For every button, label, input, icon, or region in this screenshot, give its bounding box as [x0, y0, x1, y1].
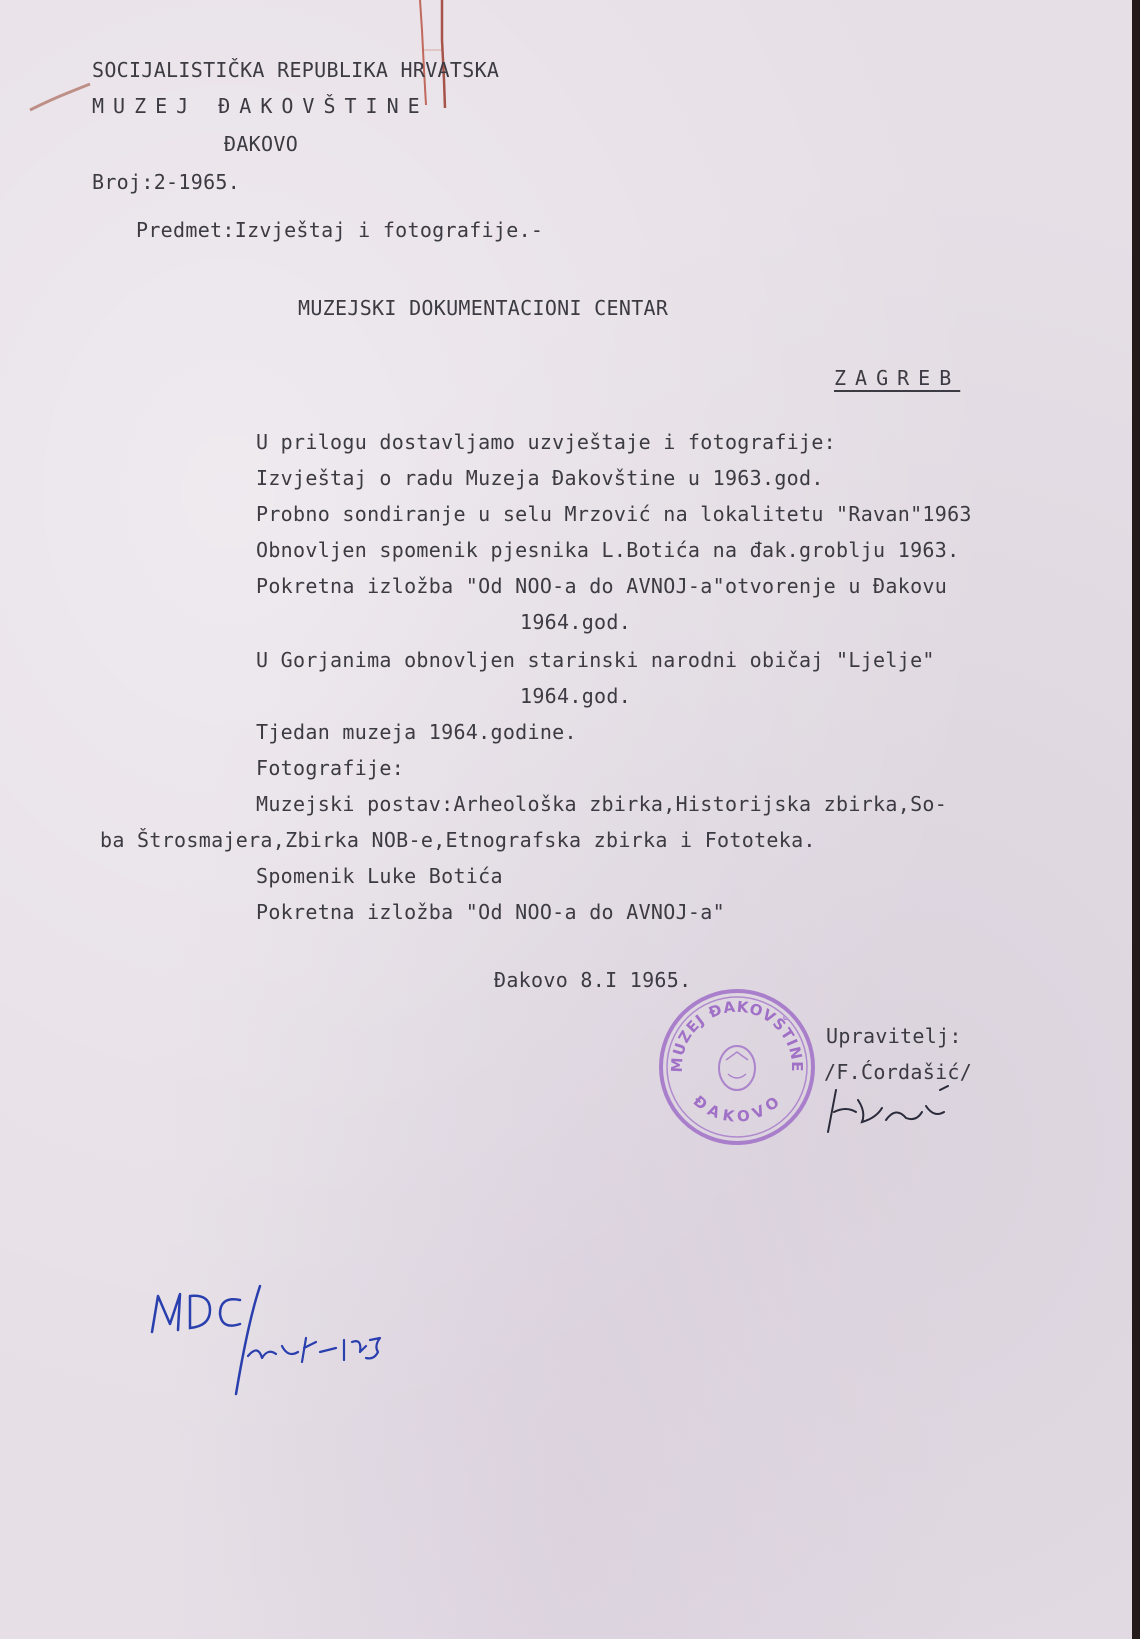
stamp-bottom-text: ĐAKOVO [689, 1091, 785, 1126]
document-subject: Predmet:Izvještaj i fotografije.- [136, 218, 544, 242]
scan-edge [1132, 0, 1140, 1639]
signatory-title: Upravitelj: [826, 1024, 962, 1048]
body-intro: U prilogu dostavljamo uzvještaje i fotografije: [256, 430, 837, 454]
signature-handwriting [816, 1082, 966, 1142]
report-item: 1964.god. [520, 610, 632, 634]
handwritten-note [148, 1282, 458, 1402]
report-item: Obnovljen spomenik pjesnika L.Botića na đak.groblju 1963. [256, 538, 960, 562]
report-item: Pokretna izložba "Od NOO-a do AVNOJ-a"otvorenje u Đakovu [256, 574, 948, 598]
signatory-name: /F.Ćordašić/ [824, 1060, 973, 1084]
report-item: Tjedan muzeja 1964.godine. [256, 720, 577, 744]
header-museum: MUZEJ ĐAKOVŠTINE [92, 94, 429, 118]
coat-of-arms-icon [719, 1046, 755, 1090]
recipient-city: ZAGREB [834, 366, 961, 390]
report-item: Probno sondiranje u selu Mrzović na lokalitetu "Ravan"1963 [256, 502, 972, 526]
photo-item: Spomenik Luke Botića [256, 864, 503, 888]
stamp-top-text: MUZEJ ĐAKOVŠTINE [667, 997, 807, 1073]
report-item: U Gorjanima obnovljen starinski narodni običaj "Ljelje" [256, 648, 935, 672]
photo-item: Muzejski postav:Arheološka zbirka,Historijska zbirka,So- [256, 792, 948, 816]
stain-mark [20, 80, 100, 120]
header-republic: SOCIJALISTIČKA REPUBLIKA HRVATSKA [92, 58, 500, 82]
photo-item: ba Štrosmajera,Zbirka NOB-e,Etnografska zbirka i Fototeka. [100, 828, 816, 852]
document-number: Broj:2-1965. [92, 170, 241, 194]
header-city: ĐAKOVO [224, 132, 299, 156]
museum-stamp [656, 986, 818, 1148]
report-item: 1964.god. [520, 684, 632, 708]
photos-heading: Fotografije: [256, 756, 405, 780]
report-item: Izvještaj o radu Muzeja Đakovštine u 1963.god. [256, 466, 824, 490]
svg-text:ĐAKOVO [690, 1092, 785, 1126]
place-date: Đakovo 8.I 1965. [494, 968, 692, 992]
photo-item: Pokretna izložba "Od NOO-a do AVNOJ-a" [256, 900, 725, 924]
recipient-name: MUZEJSKI DOKUMENTACIONI CENTAR [298, 296, 669, 320]
